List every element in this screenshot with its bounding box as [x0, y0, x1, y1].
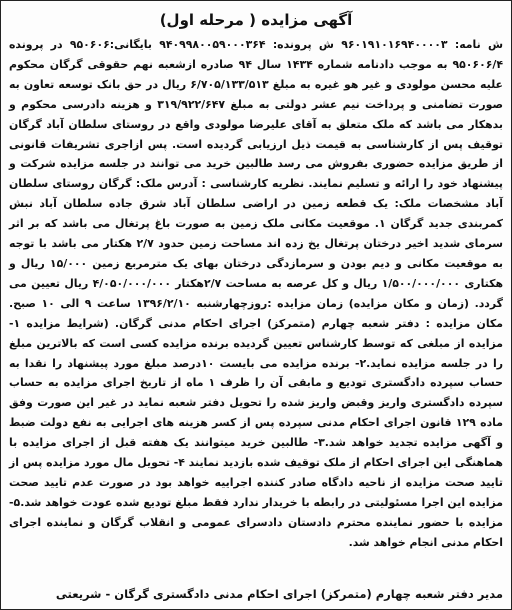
notice-signature: مدیر دفتر شعبه چهارم (متمرکز) اجرای احکام مدنی دادگستری گرگان - شریعتی: [55, 587, 503, 601]
notice-body: [9, 35, 503, 553]
notice-paragraph: ش نامه: ۹۶۰۱۹۱۰۱۶۹۴۰۰۰۰۳ ش پرونده: ۹۴۰۹۹۸۰۰۵۹۰۰۰۳۶۴ بایگانی:۹۵۰۶۰۶ در پرونده ۹۵۰۶۰۶/۴ به موجب دادنامه شماره ۱۴۳۴ سال ۹۴ صادره ازشعبه نهم حقوقی گرگان محکوم علیه محسن مولودی و غیر هو غیره به مبلغ ۶/۷۰۵/۱۳۳/۵۱۳ ریال در حق بانک توسعه تعاون به صورت تضامنی و پرداخت نیم عشر دولتی به مبلغ ۳۱۹/۹۲۲/۶۴۷ و هزینه دادرسی محکوم و بدهکار می باشد که ملک متعلق به آقای علیرضا مولودی واقع در روستای سلطان آباد گرگان توقیف پس از کارشناسی به قیمت ذیل ارزیابی گردیده است. پس ازاجری تشریفات قانونی از طریق مزایده حضوری بفروش می رسد طالبین خرید می توانند در جلسه مزایده شرکت و پیشنهاد خود را ارائه و تسلیم نمایند. نظریه کارشناسی : آدرس ملک: گرگان روستای سلطان آباد مشخصات ملک: یک قطعه زمین در اراضی سلطان آباد شرق جاده سلطان آباد نبش کمربندی جدید گرگان ۱. موقعیت مکانی ملک زمین به صورت باغ پرتغال می باشد که بر اثر سرمای شدید اخیر درختان پرتغال یخ زده اند مساحت زمین حدود ۲/۷ هکتار می باشد با توجه به موقعیت مکانی و دیم بودن و سرمازدگی درختان بهای یک مترمربع زمین ۱۵/۰۰۰ ریال و هکتاری ۱/۵۰۰/۰۰۰/۰۰۰ ریال و کل عرصه به مساحت ۲/۷هکتار ۴/۰۵۰/۰۰۰/۰۰۰ ریال تعیین می گردد. (زمان و مکان مزایده) زمان مزایده :روزچهارشنبه ۱۳۹۶/۲/۱۰ ساعت ۹ الی ۱۰ صبح. مکان مزایده : دفتر شعبه چهارم (متمرکز) اجرای احکام مدنی گرگان. (شرایط مزایده ۱- مزایده از مبلغی که توسط کارشناس تعیین گردیده برنده مزایده کسی است که بالاترین مبلغ را در جلسه مزایده نماید.۲- برنده مزایده می بایست ۱۰درصد مبلغ مورد پیشنهاد را نقدا به حساب سپرده دادگستری تودیع و مابقی آن را ظرف ۱ ماه از تاریخ اجرای مزایده به حساب سپرده دادگستری واریز وقبض واریز شده را تحویل دفتر شعبه نماید در غیر این صورت وفق ماده ۱۲۹ قانون اجرای احکام مدنی سپرده پس از کسر هزینه های اجرایی به نفع دولت ضبط و آگهی مزایده تجدید خواهد شد.۳- طالبین خرید میتوانند یک هفته قبل از اجرای مزایده با هماهنگی این اجرای احکام از ملک توقیف شده بازدید نمایند ۴- تحویل مال مورد مزایده پس از تایید صحت مزایده از ناحیه دادگاه صادر کننده اجراییه خواهد بود در صورت عدم تایید صحت مزایده این اجرا مسئولیتی در رابطه با خریدار ندارد فقط مبلغ تودیع شده عودت خواهد شد.۵- مزایده با حضور نماینده محترم دادستان دادسرای عمومی و انقلاب گرگان و نماینده اجرای احکام مدنی انجام خواهد شد.: [9, 38, 504, 549]
notice-title: آگهی مزایده ( مرحله اول): [159, 11, 353, 29]
